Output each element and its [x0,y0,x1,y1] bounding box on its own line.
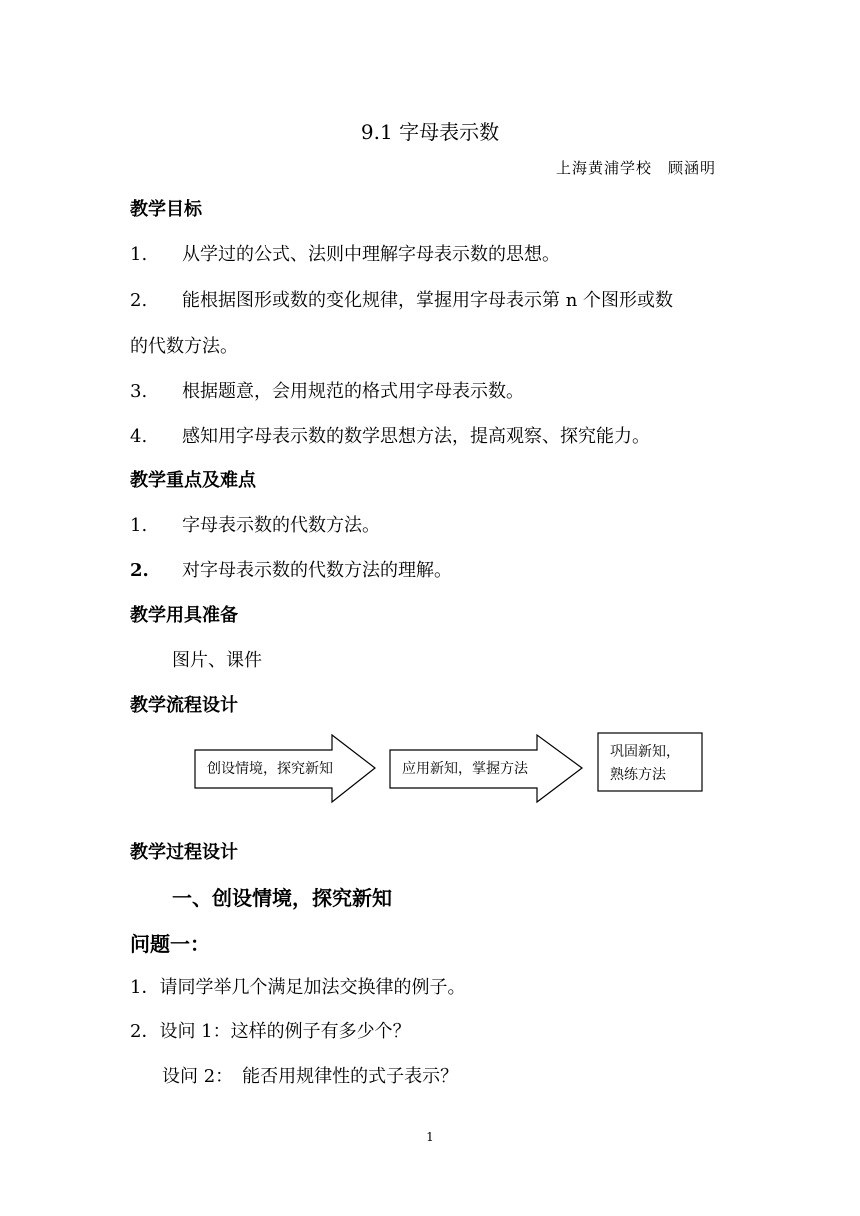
keypoint-text: 字母表示数的代数方法。 [182,515,380,536]
question-line-3: 设问 2： 能否用规律性的式子表示？ [162,1066,459,1087]
keypoint-item-1 [130,511,380,537]
goal-num: 2. [130,290,148,311]
goal-item-2 [130,286,673,312]
flow-diagram [190,730,710,810]
keypoints-heading: 教学重点及难点 [130,470,256,491]
keypoint-item-2 [130,556,452,582]
tools-heading: 教学用具准备 [130,605,238,626]
goal-text: 能根据图形或数的变化规律，掌握用字母表示第 n 个图形或数 [182,290,674,311]
goal-num: 1. [130,244,148,265]
flow-arrow-2 [390,735,582,802]
keypoint-text: 对字母表示数的代数方法的理解。 [182,560,452,581]
flow-step-2-label: 应用新知，掌握方法 [402,761,528,777]
goals-heading: 教学目标 [130,199,202,220]
goal-item-2-continued: 的代数方法。 [130,336,238,357]
keypoint-num: 2. [130,560,149,581]
question-line-2: 2．设问 1：这样的例子有多少个？ [130,1021,411,1042]
flow-step-3-line1: 巩固新知， [610,744,680,760]
flow-step-3-line2: 熟练方法 [610,767,666,783]
process-heading: 教学过程设计 [130,842,238,863]
question-1-heading: 问题一： [130,932,210,956]
flow-box-3 [598,733,702,791]
goal-text: 根据题意，会用规范的格式用字母表示数。 [182,381,524,402]
author-line: 上海黄浦学校 顾涵明 [556,159,717,177]
goal-text: 从学过的公式、法则中理解字母表示数的思想。 [182,244,560,265]
goal-text: 感知用字母表示数的数学思想方法，提高观察、探究能力。 [182,426,650,447]
page-number: 1 [426,1130,434,1144]
keypoint-num: 1. [130,515,148,536]
goal-item-1 [130,240,560,266]
goal-num: 4. [130,426,148,447]
question-line-1: 1．请同学举几个满足加法交换律的例子。 [130,977,466,998]
flow-heading: 教学流程设计 [130,695,238,716]
section-1-title: 一、创设情境，探究新知 [172,886,392,910]
goal-item-3 [130,377,524,403]
flow-step-1-label: 创设情境，探究新知 [207,761,333,777]
goal-num: 3. [130,381,148,402]
flow-arrow-1 [195,735,375,802]
tools-text: 图片、课件 [172,650,262,671]
goal-item-4 [130,422,650,448]
document-title: 9.1 字母表示数 [360,120,500,144]
